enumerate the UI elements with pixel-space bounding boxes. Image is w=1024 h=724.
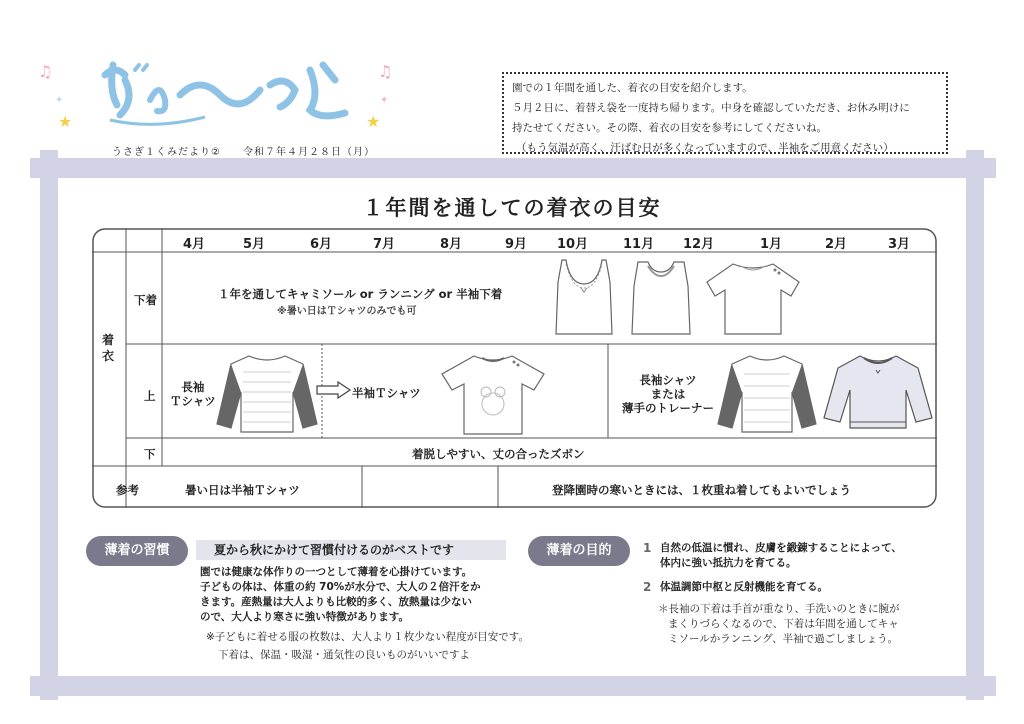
bottom-border-band: [30, 676, 996, 696]
month-label: 4月: [183, 237, 206, 252]
sparkle-icon: ✦: [55, 95, 64, 106]
row-label-bottom: 下: [144, 447, 156, 461]
row-label-underwear: 下着: [134, 293, 157, 307]
reference-right: 登降園時の寒いときには、１枚重ね着してもよいでしょう: [552, 483, 851, 497]
note-line: 下着は、保温・吸湿・通気性の良いものがいいですよ: [218, 649, 470, 661]
underwear-text: １年を通してキャミソール or ランニング or 半袖下着: [218, 287, 503, 301]
body-line: 園では健康な体作りの一つとして薄着を心掛けています。: [200, 566, 473, 578]
body-line: ＊長袖の下着は手首が重なり、手洗いのときに腕が: [658, 603, 900, 615]
arrow-right-icon: [316, 381, 352, 399]
music-note-icon: ♫: [378, 62, 393, 81]
newsletter-subtitle: うさぎ１くみだより② 令和７年４月２８日（月）: [112, 147, 375, 158]
long-sleeve-tshirt-label: 長袖 Ｔシャツ: [170, 380, 216, 408]
body-line: ので、大人より寒さに強い特徴があります。: [200, 611, 409, 623]
notice-line: 園での１年間を通した、着衣の目安を紹介します。: [512, 82, 753, 94]
group-label-clothing: 着衣: [102, 333, 115, 363]
long-sleeve-tshirt-icon: [215, 352, 319, 434]
month-label: 6月: [310, 237, 333, 252]
winter-top-label: 長袖シャツ または 薄手のトレーナー: [622, 373, 714, 415]
long-sleeve-shirt-icon: [716, 352, 818, 434]
month-label: 8月: [440, 237, 463, 252]
notice-line: （もう気温が高く、汗ばむ日が多くなっていますので、半袖をご用意ください）: [516, 142, 894, 154]
month-label: 11月: [623, 237, 655, 252]
month-label: 10月: [557, 237, 589, 252]
purpose-item: [660, 541, 902, 571]
month-label: 3月: [888, 237, 911, 252]
month-label: 9月: [505, 237, 528, 252]
left-border-band: [40, 150, 58, 700]
notice-line: 持たせてください。その際、着衣の目安を参考にしてくださいね。: [512, 122, 827, 134]
newsletter-logo: [95, 45, 355, 135]
short-sleeve-tshirt-label: 半袖Ｔシャツ: [352, 386, 421, 400]
row-label-reference: 参考: [116, 483, 139, 497]
month-label: 7月: [373, 237, 396, 252]
body-line: きます。産熱量は大人よりも比較的多く、放熱量は少ない: [200, 596, 472, 608]
item-number: 1: [643, 541, 652, 555]
running-shirt-icon: [628, 258, 694, 336]
body-line: まくりづらくなるので、下着は年間を通してキャ: [668, 618, 899, 630]
body-line: 自然の低温に慣れ、皮膚を鍛錬することによって、: [660, 542, 902, 554]
section-pill-right: 薄着の目的: [528, 536, 630, 566]
logo-text: [0, 0, 1, 1]
row-label-top: 上: [144, 389, 156, 403]
right-border-band: [966, 150, 984, 700]
bottom-text: 着脱しやすい、丈の合ったズボン: [412, 447, 585, 461]
note-line: ※子どもに着せる服の枚数は、大人より１枚少ない程度が目安です。: [206, 631, 529, 643]
item-number: 2: [643, 580, 652, 594]
sparkle-icon: ✦: [380, 95, 389, 106]
footnote-right: [658, 602, 900, 647]
body-line: 体温調節中枢と反射機能を育てる。: [660, 581, 828, 593]
reference-left: 暑い日は半袖Ｔシャツ: [185, 483, 300, 497]
body-line: ミソールかランニング、半袖で過ごしましょう。: [668, 633, 899, 645]
section-pill-left: 薄着の習慣: [86, 536, 188, 566]
sweatshirt-icon: [822, 350, 934, 432]
notice-box: [502, 72, 948, 154]
music-note-icon: ♫: [38, 62, 53, 81]
camisole-icon: [550, 258, 618, 336]
table-title: １年間を通しての着衣の目安: [362, 196, 662, 220]
top-border-band: [30, 158, 996, 178]
section-body-left: [200, 565, 481, 625]
month-label: 1月: [760, 237, 783, 252]
month-label: 12月: [683, 237, 715, 252]
month-label: 5月: [243, 237, 266, 252]
star-icon: ★: [58, 112, 73, 131]
star-icon: ★: [366, 112, 381, 131]
purpose-item: [660, 580, 828, 595]
month-label: 2月: [825, 237, 848, 252]
short-sleeve-tshirt-icon: [438, 352, 548, 436]
underwear-note: ※暑い日はＴシャツのみでも可: [277, 306, 417, 317]
section-heading-left: 夏から秋にかけて習慣付けるのがベストです: [196, 540, 506, 560]
body-line: 体内に強い抵抗力を育てる。: [660, 557, 797, 569]
body-line: 子どもの体は、体重の約 70%が水分で、大人の２倍汗をか: [200, 581, 481, 593]
notice-line: ５月２日に、着替え袋を一度持ち帰ります。中身を確認していただき、お休み明けに: [512, 102, 910, 114]
short-sleeve-undershirt-icon: [703, 260, 803, 336]
